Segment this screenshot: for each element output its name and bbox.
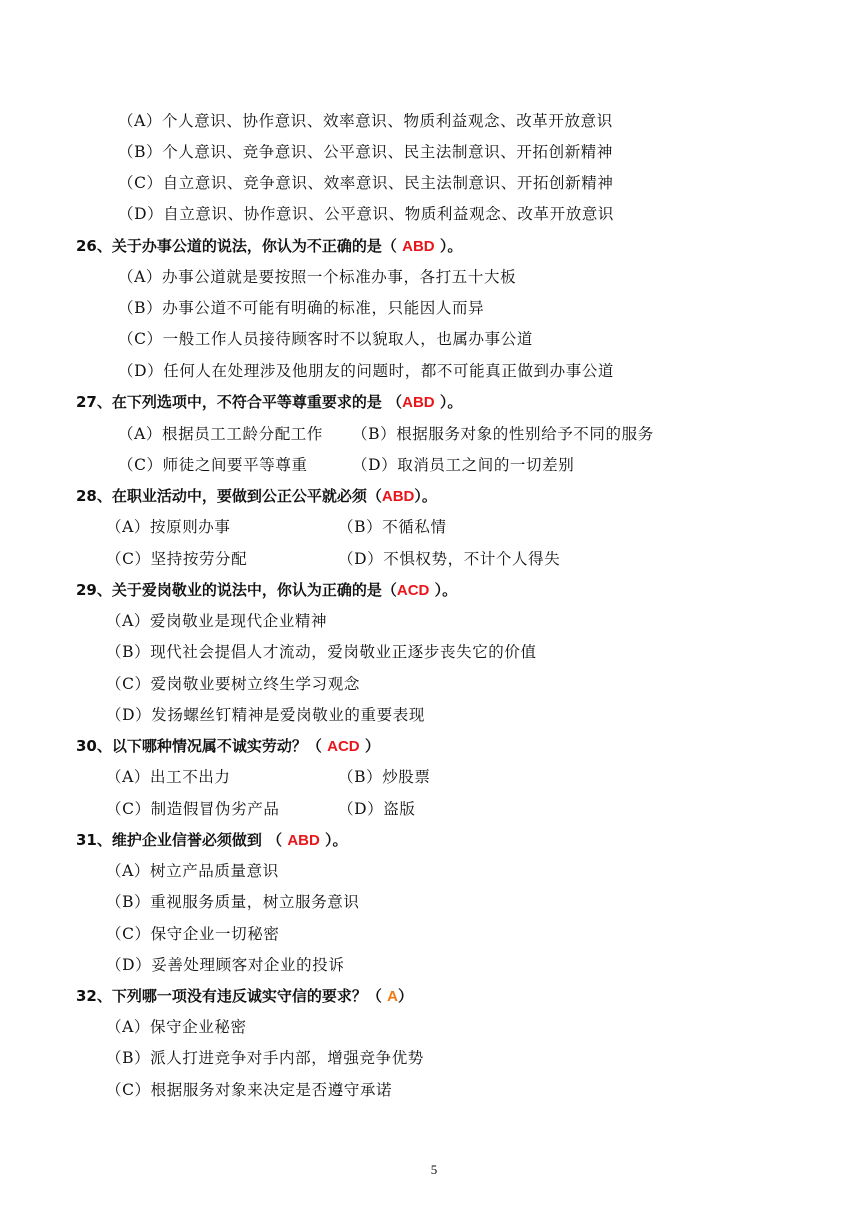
option-b: （B）根据服务对象的性别给予不同的服务 — [352, 425, 654, 443]
question-text: 30、以下哪种情况属不诚实劳动？（ — [76, 737, 328, 755]
option-b: （B）重视服务质量，树立服务意识 — [106, 893, 360, 911]
option-c: （C）保守企业一切秘密 — [106, 925, 280, 943]
answer-key: ABD — [402, 238, 435, 255]
question-text: 28、在职业活动中，要做到公正公平就必须（ — [76, 487, 382, 505]
question-29 — [76, 580, 457, 601]
question-text: 26、关于办事公道的说法，你认为不正确的是（ — [76, 237, 403, 255]
question-32 — [76, 986, 413, 1007]
option-b: （B）不循私情 — [338, 518, 447, 536]
option-a: （A）个人意识、协作意识、效率意识、物质利益观念、改革开放意识 — [118, 112, 613, 130]
question-text: 27、在下列选项中，不符合平等尊重要求的是 （ — [76, 393, 403, 411]
answer-key: ACD — [396, 582, 430, 599]
option-a: （A）爱岗敬业是现代企业精神 — [106, 612, 328, 630]
option-d: （D）自立意识、协作意识、公平意识、物质利益观念、改革开放意识 — [118, 205, 615, 223]
option-b: （B）派人打进竞争对手内部，增强竞争优势 — [106, 1049, 424, 1067]
question-text-end: ） — [397, 987, 413, 1005]
answer-key: ABD — [287, 832, 320, 849]
option-c: （C）爱岗敬业要树立终生学习观念 — [106, 675, 360, 693]
option-d: （D）取消员工之间的一切差别 — [352, 456, 575, 474]
page-number: 5 — [430, 1162, 438, 1177]
option-a: （A）按原则办事 — [106, 518, 231, 536]
option-d: （D）发扬螺丝钉精神是爱岗敬业的重要表现 — [106, 706, 425, 724]
option-a: （A）出工不出力 — [106, 768, 231, 786]
question-27 — [76, 392, 462, 413]
question-text-end: ）。 — [414, 487, 437, 505]
question-text-end: ） — [359, 737, 380, 755]
question-text: 32、下列哪一项没有违反诚实守信的要求？（ — [76, 987, 388, 1005]
answer-key: ABD — [381, 488, 415, 505]
option-d: （D）不惧权势，不计个人得失 — [338, 550, 561, 568]
option-a: （A）树立产品质量意识 — [106, 862, 279, 880]
option-d: （D）任何人在处理涉及他朋友的问题时，都不可能真正做到办事公道 — [118, 362, 615, 380]
option-c: （C）师徒之间要平等尊重 — [118, 456, 308, 474]
option-b: （B）办事公道不可能有明确的标准，只能因人而异 — [118, 299, 485, 317]
option-c: （C）根据服务对象来决定是否遵守承诺 — [106, 1081, 393, 1099]
option-b: （B）个人意识、竞争意识、公平意识、民主法制意识、开拓创新精神 — [118, 143, 613, 161]
option-a: （A）保守企业秘密 — [106, 1018, 247, 1036]
option-c: （C）制造假冒伪劣产品 — [106, 800, 280, 818]
question-26 — [76, 236, 462, 257]
option-a: （A）办事公道就是要按照一个标准办事，各打五十大板 — [118, 268, 517, 286]
option-b: （B）现代社会提倡人才流动，爱岗敬业正逐步丧失它的价值 — [106, 643, 537, 661]
question-text: 29、关于爱岗敬业的说法中，你认为正确的是（ — [76, 581, 397, 599]
option-b: （B）炒股票 — [338, 768, 431, 786]
question-text-end: ）。 — [434, 393, 463, 411]
option-d: （D）妥善处理顾客对企业的投诉 — [106, 956, 345, 974]
question-text-end: ）。 — [434, 237, 463, 255]
question-28 — [76, 486, 437, 507]
option-c: （C）自立意识、竞争意识、效率意识、民主法制意识、开拓创新精神 — [118, 174, 614, 192]
question-text: 31、维护企业信誉必须做到 （ — [76, 831, 288, 849]
answer-key: A — [387, 988, 398, 1005]
answer-key: ABD — [402, 394, 435, 411]
answer-key: ACD — [327, 738, 360, 755]
question-text-end: ）。 — [319, 831, 348, 849]
option-d: （D）盗版 — [338, 800, 416, 818]
question-30 — [76, 736, 380, 757]
question-31 — [76, 830, 348, 851]
option-a: （A）根据员工工龄分配工作 — [118, 425, 323, 443]
option-c: （C）一般工作人员接待顾客时不以貌取人，也属办事公道 — [118, 330, 533, 348]
option-c: （C）坚持按劳分配 — [106, 550, 248, 568]
question-text-end: ）。 — [429, 581, 458, 599]
